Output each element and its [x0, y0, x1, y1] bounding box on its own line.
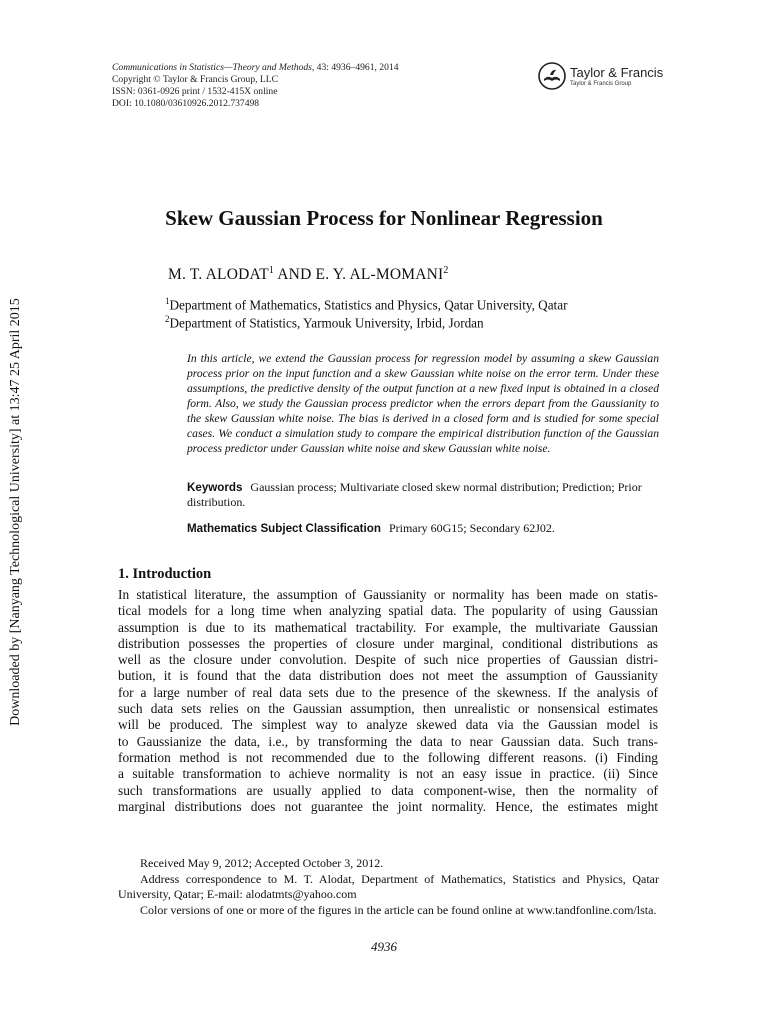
affiliation-2-mark: 2 — [165, 314, 170, 324]
body-line: such data sets relies on the Gaussian assumption, then unrealistic or nonsensical estimates — [118, 701, 658, 717]
keywords-label: Keywords — [187, 481, 243, 494]
book-lamp-logo-icon — [537, 61, 567, 91]
download-note: Downloaded by [Nanyang Technological University] at 13:47 25 April 2015 — [8, 298, 23, 726]
affiliation-2-text: Department of Statistics, Yarmouk University, Irbid, Jordan — [169, 315, 484, 331]
body-line: will be produced. The simplest way to analyze skewed data via the Gaussian model is — [118, 717, 658, 733]
body-line: bution, it is found that the data distribution does not meet the assumption of Gaussianity — [118, 668, 658, 684]
affiliation-1-text: Department of Mathematics, Statistics and Physics, Qatar University, Qatar — [169, 297, 568, 313]
publisher-name: Taylor & Francis — [570, 65, 664, 80]
publisher-logo — [537, 61, 667, 91]
journal-citation — [112, 62, 399, 74]
footnotes — [118, 856, 659, 918]
author-1: M. T. ALODAT — [168, 266, 269, 284]
body-line: tical models for a long time when analyzing spatial data. The popularity of using Gaussian — [118, 603, 658, 619]
journal-volume: , 43: 4936–4961, 2014 — [311, 62, 399, 73]
publisher-group: Taylor & Francis Group — [570, 81, 632, 87]
affiliation-2 — [165, 314, 484, 331]
doi-line: DOI: 10.1080/03610926.2012.737498 — [112, 98, 260, 109]
msc-text: Primary 60G15; Secondary 62J02. — [388, 521, 555, 535]
section-heading: 1. Introduction — [118, 566, 212, 582]
issn-line: ISSN: 0361-0926 print / 1532-415X online — [112, 86, 278, 97]
affiliation-1 — [165, 296, 567, 313]
body-line: distribution possesses the properties of closure under marginal, conditional distributions as — [118, 635, 658, 651]
color-note: Color versions of one or more of the figures in the article can be found online at www.tandfonline.com/lsta. — [140, 902, 657, 917]
correspondence-note: Address correspondence to M. T. Alodat, Department of Mathematics, Statistics and Physics, Qatar University, Qatar; E-mail: alodatmts@yahoo.com — [118, 871, 659, 901]
affiliation-1-mark: 1 — [165, 296, 170, 306]
received-note: Received May 9, 2012; Accepted October 3, 2012. — [140, 856, 384, 870]
abstract: In this article, we extend the Gaussian process for regression model by assuming a skew Gaussian process prior on the input function and a skew Gaussian white noise on the error term. Under these assumptions, the predictive density of the output function at a new fixed input is obtained in a closed form. Also, we study the Gaussian process predictor when the errors depart from the Gaussianity to the skew Gaussian white noise. The bias is derived in a closed form and is studied for some special cases. We conduct a simulation study to compare the empirical distribution function of the Gaussian process predictor under Gaussian white noise and skew Gaussian white noise. — [187, 352, 659, 455]
msc-label: Mathematics Subject Classification — [187, 522, 381, 535]
body-line: a suitable transformation to achieve normality is not an easy issue in practice. (ii) Since — [118, 766, 658, 782]
article-title: Skew Gaussian Process for Nonlinear Regression — [165, 206, 603, 230]
author-2-mark: 2 — [443, 265, 449, 276]
author-line — [168, 265, 449, 284]
body-line: marginal distributions does not guarantee the joint normality. Hence, the estimates might — [118, 798, 658, 814]
body-paragraph — [118, 587, 658, 815]
body-line: such transformations are usually applied to data component-wise, then the normality of — [118, 782, 658, 798]
keywords — [187, 480, 661, 510]
body-line: well as the closure under convolution. Despite of such nice properties of Gaussian distri- — [118, 652, 658, 668]
author-2: AND E. Y. AL-MOMANI — [274, 266, 444, 284]
journal-name: Communications in Statistics—Theory and Methods — [112, 62, 312, 73]
body-line: to Gaussianize the data, i.e., by transforming the data to near Gaussian data. Such trans- — [118, 733, 658, 749]
body-line: for a large number of real data sets due to the presence of the skewness. If the analysis of — [118, 684, 658, 700]
subject-classification — [187, 521, 555, 536]
body-line: In statistical literature, the assumption of Gaussianity or normality has been made on statis- — [118, 587, 658, 602]
body-line: assumption is due to its mathematical tractability. For example, the multivariate Gaussian — [118, 619, 658, 635]
page-number: 4936 — [371, 939, 397, 954]
copyright-line: Copyright © Taylor & Francis Group, LLC — [112, 74, 279, 85]
keywords-text: Gaussian process; Multivariate closed skew normal distribution; Prediction; Prior distribution. — [187, 480, 642, 509]
journal-meta — [112, 62, 399, 110]
body-line: formation method is not recommended due to the following different reasons. (i) Finding — [118, 749, 658, 765]
author-1-mark: 1 — [268, 265, 275, 276]
